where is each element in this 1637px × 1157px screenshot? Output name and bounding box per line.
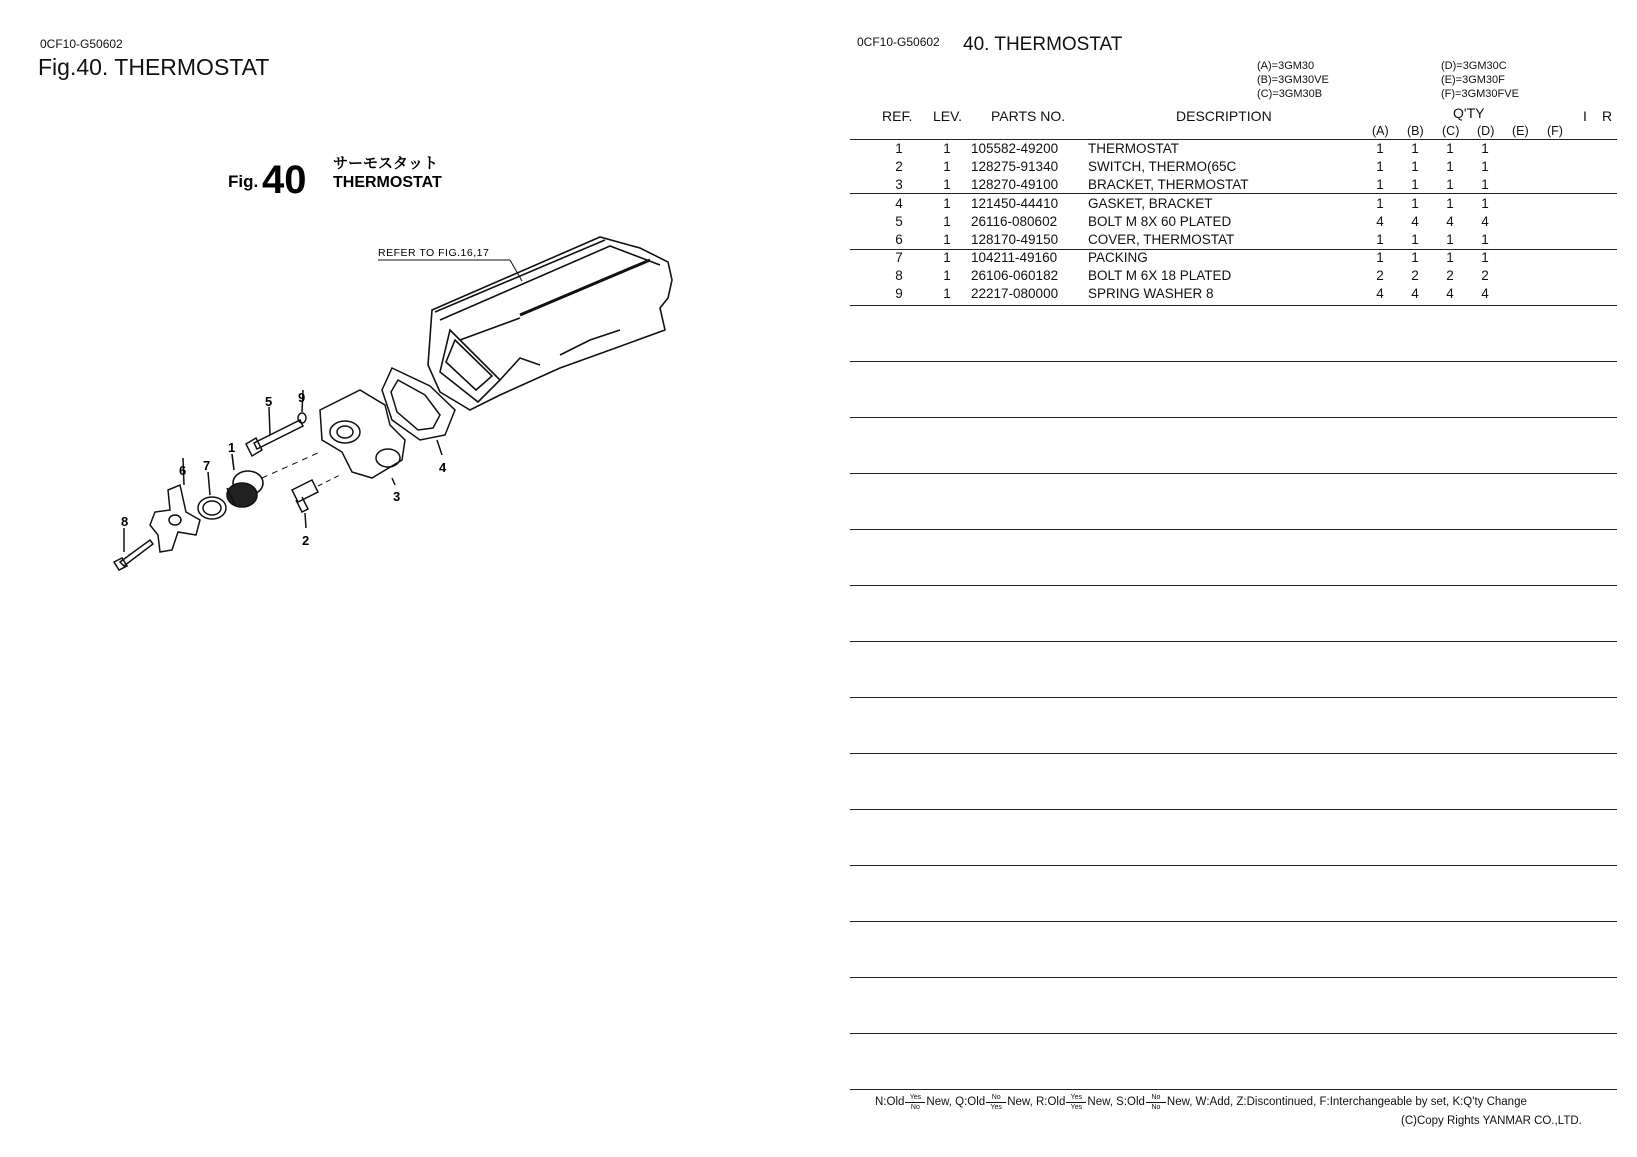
group-rule — [850, 193, 1617, 194]
cell-desc: THERMOSTAT — [1088, 141, 1179, 156]
cell-desc: BRACKET, THERMOSTAT — [1088, 177, 1249, 192]
arrow-icon — [1066, 1095, 1086, 1109]
cell-ref: 1 — [895, 141, 903, 156]
cell-b: 4 — [1411, 214, 1419, 229]
header-col-c: (C) — [1442, 124, 1460, 138]
gasket-drawing — [382, 368, 455, 455]
model-a: (A)=3GM30 — [1257, 60, 1315, 72]
cell-ref: 7 — [895, 250, 903, 265]
bracket-drawing — [320, 390, 405, 485]
cell-d: 4 — [1481, 214, 1489, 229]
cell-d: 1 — [1481, 159, 1489, 174]
legend-s-new: New, W:Add, Z:Discontinued, F:Interchangeable by set, K:Q'ty Change — [1166, 1096, 1527, 1109]
cell-desc: SWITCH, THERMO(65C — [1088, 159, 1237, 174]
arrow-icon — [986, 1095, 1006, 1109]
cell-ref: 6 — [895, 232, 903, 247]
blank-row-rule — [850, 361, 1617, 362]
cell-b: 1 — [1411, 177, 1419, 192]
header-col-b: (B) — [1407, 124, 1424, 138]
arrow-icon — [905, 1095, 925, 1109]
table-row — [0, 268, 1489, 286]
cell-lev: 1 — [943, 159, 951, 174]
legend-r-new: New, S:Old — [1087, 1096, 1145, 1109]
cell-b: 4 — [1411, 286, 1419, 301]
cell-a: 1 — [1376, 250, 1384, 265]
left-page-title: Fig.40. THERMOSTAT — [38, 54, 270, 80]
callout-1: 1 — [228, 440, 236, 455]
legend-n-top: Yes — [909, 1094, 922, 1101]
cell-lev: 1 — [943, 286, 951, 301]
fig-number: 40 — [262, 158, 307, 202]
cell-desc: COVER, THERMOSTAT — [1088, 232, 1235, 247]
cell-c: 1 — [1446, 141, 1454, 156]
legend-q-bot: Yes — [990, 1104, 1002, 1111]
group-rule — [850, 305, 1617, 306]
blank-row-rule — [850, 865, 1617, 866]
legend-q-new: New, R:Old — [1007, 1096, 1066, 1109]
cell-desc: BOLT M 8X 60 PLATED — [1088, 214, 1232, 229]
cell-c: 4 — [1446, 286, 1454, 301]
right-page-title: 40. THERMOSTAT — [963, 34, 1123, 55]
cell-lev: 1 — [943, 268, 951, 283]
model-d: (D)=3GM30C — [1441, 60, 1507, 72]
cell-no: 104211-49160 — [971, 250, 1058, 265]
cell-d: 1 — [1481, 141, 1489, 156]
blank-row-rule — [850, 753, 1617, 754]
blank-row-rule — [850, 697, 1617, 698]
blank-row-rule — [850, 921, 1617, 922]
cell-c: 1 — [1446, 177, 1454, 192]
footer-rule — [850, 1089, 1617, 1090]
callout-4: 4 — [439, 460, 447, 475]
blank-row-rule — [850, 417, 1617, 418]
fig-title-jp: サーモスタット — [333, 154, 439, 172]
table-row — [0, 214, 1489, 232]
cell-b: 1 — [1411, 250, 1419, 265]
arrow-icon — [1146, 1095, 1166, 1109]
cell-a: 1 — [1376, 141, 1384, 156]
cell-d: 4 — [1481, 286, 1489, 301]
callout-9: 9 — [298, 390, 306, 405]
cell-no: 26106-060182 — [971, 268, 1059, 283]
table-row — [0, 250, 1489, 268]
fig-prefix: Fig. — [228, 172, 259, 191]
cell-lev: 1 — [943, 177, 951, 192]
cell-no: 22217-080000 — [971, 286, 1059, 301]
cell-desc: GASKET, BRACKET — [1088, 196, 1213, 211]
cell-ref: 2 — [895, 159, 903, 174]
cell-no: 128270-49100 — [971, 177, 1059, 192]
left-page-code: 0CF10-G50602 — [40, 37, 123, 51]
legend-s-top: No — [1151, 1094, 1161, 1101]
cell-ref: 3 — [895, 177, 903, 192]
cell-no: 128275-91340 — [971, 159, 1059, 174]
right-page-code: 0CF10-G50602 — [857, 35, 940, 49]
table-row — [0, 196, 1489, 214]
cell-a: 4 — [1376, 286, 1384, 301]
cell-c: 1 — [1446, 250, 1454, 265]
cell-d: 1 — [1481, 196, 1489, 211]
model-b: (B)=3GM30VE — [1257, 74, 1329, 86]
callout-8: 8 — [121, 514, 129, 529]
callout-6: 6 — [179, 463, 187, 478]
cell-ref: 4 — [895, 196, 903, 211]
cell-lev: 1 — [943, 214, 951, 229]
header-rule — [850, 139, 1617, 140]
cover-drawing — [150, 458, 200, 552]
table-row — [0, 286, 1489, 304]
legend-n-new: New, Q:Old — [926, 1096, 986, 1109]
cell-lev: 1 — [943, 250, 951, 265]
cell-desc: PACKING — [1088, 250, 1148, 265]
cell-a: 1 — [1376, 177, 1384, 192]
cell-no: 105582-49200 — [971, 141, 1059, 156]
cell-no: 121450-44410 — [971, 196, 1059, 211]
cell-d: 1 — [1481, 250, 1489, 265]
header-r: R — [1602, 108, 1613, 124]
fig-title-en: THERMOSTAT — [333, 174, 442, 191]
thermo-switch-drawing — [292, 475, 340, 528]
model-list-left — [1257, 59, 1329, 101]
cell-ref: 8 — [895, 268, 903, 283]
cell-d: 1 — [1481, 177, 1489, 192]
group-rule — [850, 249, 1617, 250]
blank-row-rule — [850, 641, 1617, 642]
cell-no: 26116-080602 — [971, 214, 1058, 229]
callout-7: 7 — [203, 458, 211, 473]
cell-c: 1 — [1446, 232, 1454, 247]
blank-row-rule — [850, 809, 1617, 810]
header-qty: Q'TY — [1453, 105, 1485, 121]
blank-row-rule — [850, 1033, 1617, 1034]
callout-3: 3 — [393, 489, 401, 504]
callout-2: 2 — [302, 533, 310, 548]
cell-b: 1 — [1411, 232, 1419, 247]
cell-b: 1 — [1411, 141, 1419, 156]
header-col-d: (D) — [1477, 124, 1495, 138]
cell-ref: 5 — [895, 214, 903, 229]
cell-c: 1 — [1446, 159, 1454, 174]
cell-lev: 1 — [943, 141, 951, 156]
model-f: (F)=3GM30FVE — [1441, 88, 1519, 100]
legend-q-top: No — [991, 1094, 1001, 1101]
bolt-m6-drawing — [114, 528, 153, 570]
header-ref: REF. — [882, 108, 913, 124]
model-c: (C)=3GM30B — [1257, 88, 1323, 100]
blank-row-rule — [850, 585, 1617, 586]
header-parts-no: PARTS NO. — [991, 108, 1066, 124]
legend-n-bot: No — [910, 1104, 920, 1111]
cell-a: 1 — [1376, 196, 1384, 211]
header-description: DESCRIPTION — [1176, 108, 1272, 124]
legend-line — [875, 1095, 1527, 1109]
cell-a: 2 — [1376, 268, 1384, 283]
legend-r-bot: Yes — [1070, 1104, 1083, 1111]
model-list-right — [1441, 59, 1519, 101]
refer-note: REFER TO FIG.16,17 — [378, 247, 490, 259]
legend-s-bot: No — [1151, 1104, 1161, 1111]
cell-a: 1 — [1376, 159, 1384, 174]
cell-a: 4 — [1376, 214, 1384, 229]
cell-b: 1 — [1411, 196, 1419, 211]
header-lev: LEV. — [933, 108, 963, 124]
blank-row-rule — [850, 473, 1617, 474]
legend-n-old: N:Old — [875, 1096, 905, 1109]
cell-desc: SPRING WASHER 8 — [1088, 286, 1214, 301]
cell-c: 1 — [1446, 196, 1454, 211]
bolt-m8-drawing — [246, 407, 303, 456]
header-col-a: (A) — [1372, 124, 1389, 138]
header-col-f: (F) — [1547, 124, 1563, 138]
cell-c: 2 — [1446, 268, 1454, 283]
callout-5: 5 — [265, 394, 273, 409]
table-row — [0, 159, 1489, 177]
cell-no: 128170-49150 — [971, 232, 1059, 247]
blank-row-rule — [850, 529, 1617, 530]
packing-drawing — [198, 472, 226, 519]
cell-b: 2 — [1411, 268, 1419, 283]
cell-ref: 9 — [895, 286, 903, 301]
table-row — [0, 141, 1489, 159]
cell-d: 2 — [1481, 268, 1489, 283]
blank-row-rule — [850, 977, 1617, 978]
cell-d: 1 — [1481, 232, 1489, 247]
legend-r-top: Yes — [1070, 1094, 1083, 1101]
table-row — [0, 232, 1489, 250]
cell-desc: BOLT M 6X 18 PLATED — [1088, 268, 1232, 283]
header-i: I — [1583, 108, 1587, 124]
cell-b: 1 — [1411, 159, 1419, 174]
header-col-e: (E) — [1512, 124, 1529, 138]
model-e: (E)=3GM30F — [1441, 74, 1505, 86]
cell-lev: 1 — [943, 232, 951, 247]
cell-lev: 1 — [943, 196, 951, 211]
cell-a: 1 — [1376, 232, 1384, 247]
table-row — [0, 177, 1489, 195]
copyright: (C)Copy Rights YANMAR CO.,LTD. — [1401, 1115, 1582, 1127]
cell-c: 4 — [1446, 214, 1454, 229]
